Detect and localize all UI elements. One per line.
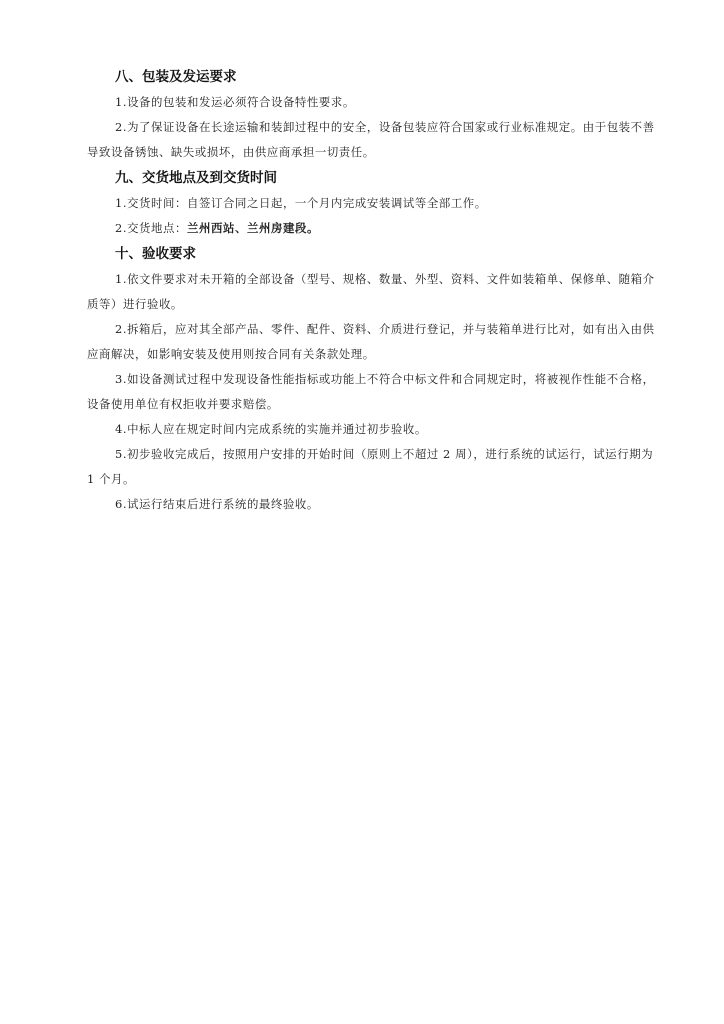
section-acceptance bbox=[87, 241, 661, 517]
delivery-item-2 bbox=[87, 216, 661, 241]
acceptance-item-2: 2.拆箱后，应对其全部产品、零件、配件、资料、介质进行登记，并与装箱单进行比对，如有出入由供应商解决，如影响安装及使用则按合同有关条款处理。 bbox=[87, 322, 655, 361]
section-title-packaging: 八、包装及发运要求 bbox=[115, 69, 237, 85]
document-body bbox=[87, 64, 661, 517]
delivery-location-value: 兰州西站、兰州房建段。 bbox=[187, 221, 319, 235]
section-title-delivery: 九、交货地点及到交货时间 bbox=[115, 170, 277, 186]
delivery-item-1: 1.交货时间：自签订合同之日起，一个月内完成安装调试等全部工作。 bbox=[115, 196, 487, 210]
acceptance-item-3: 3.如设备测试过程中发现设备性能指标或功能上不符合中标文件和合同规定时，将被视作性能不合格，设备使用单位有权拒收并要求赔偿。 bbox=[87, 372, 655, 411]
acceptance-item-5: 5.初步验收完成后，按照用户安排的开始时间（原则上不超过 2 周），进行系统的试运行，试运行期为 1 个月。 bbox=[87, 447, 654, 486]
acceptance-item-6: 6.试运行结束后进行系统的最终验收。 bbox=[115, 497, 319, 511]
acceptance-item-4: 4.中标人应在规定时间内完成系统的实施并通过初步验收。 bbox=[115, 422, 427, 436]
packaging-item-2: 2.为了保证设备在长途运输和装卸过程中的安全，设备包装应符合国家或行业标准规定。由于包装不善导致设备锈蚀、缺失或损坏，由供应商承担一切责任。 bbox=[87, 120, 655, 159]
section-packaging bbox=[87, 64, 661, 165]
delivery-location-label: 2.交货地点： bbox=[115, 221, 188, 235]
acceptance-item-1: 1.依文件要求对未开箱的全部设备（型号、规格、数量、外型、资料、文件如装箱单、保修单、随箱介质等）进行验收。 bbox=[87, 272, 655, 311]
section-delivery bbox=[87, 165, 661, 241]
section-title-acceptance: 十、验收要求 bbox=[115, 246, 196, 262]
packaging-item-1: 1.设备的包装和发运必须符合设备特性要求。 bbox=[115, 95, 355, 109]
